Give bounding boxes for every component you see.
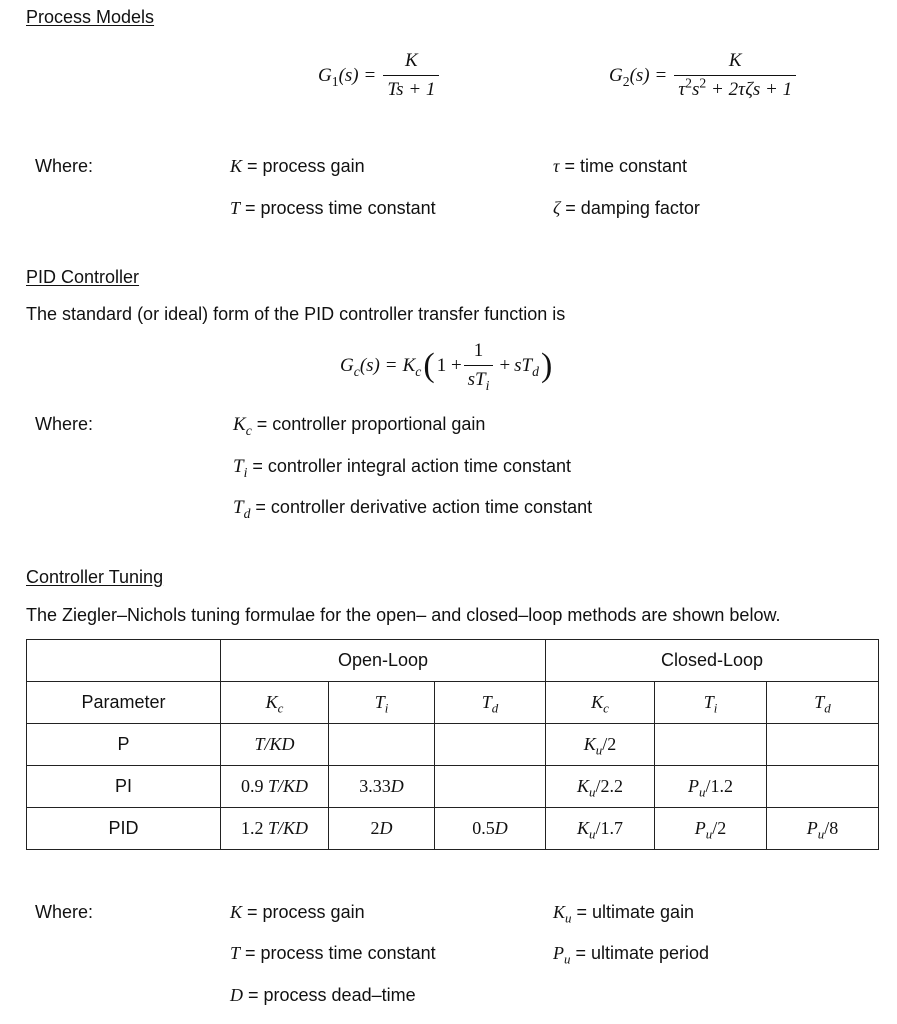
- pi-ol-td-cell: [435, 766, 546, 808]
- pid-equation: $G_c$ (s) = $K_c$ ( 1 + $\frac{1}{sT_i}$ + $sT_d$ ): [340, 340, 553, 393]
- p-cl-kc-cell: $K_u/2$: [546, 724, 655, 766]
- open-loop-header: Open-Loop: [221, 640, 546, 682]
- table-subheader-row: [27, 682, 879, 724]
- pid-controller-heading: PID Controller: [26, 267, 140, 287]
- cl-td-header: $T_d$: [767, 682, 879, 724]
- param-cell-pi: PI: [27, 766, 221, 808]
- pi-ol-kc-cell: 0.9 T/KD: [221, 766, 329, 808]
- def-t: T = process time constant: [230, 198, 436, 218]
- ol-td-header: $T_d$: [435, 682, 546, 724]
- table-row: [27, 808, 879, 850]
- pid-ol-td-cell: 0.5D: [435, 808, 546, 850]
- def-ti: $T_i$ = controller integral action time constant: [233, 456, 572, 480]
- g1-equation: $G_1$ (s) = $\frac{K}{Ts + 1}$: [318, 50, 441, 101]
- table-group-header-row: [27, 640, 879, 682]
- table-row: [27, 724, 879, 766]
- where-label-pid: Where:: [35, 414, 94, 434]
- def-d: D = process dead–time: [230, 985, 416, 1005]
- pi-cl-kc-cell: $K_u/2.2$: [546, 766, 655, 808]
- where-label-tuning: Where:: [35, 902, 94, 922]
- p-ol-kc-cell: T/KD: [221, 724, 329, 766]
- p-ol-td-cell: [435, 724, 546, 766]
- pid-ol-kc-cell: 1.2 T/KD: [221, 808, 329, 850]
- def-zeta: ζ = damping factor: [553, 198, 700, 218]
- p-cl-td-cell: [767, 724, 879, 766]
- param-cell-p: P: [27, 724, 221, 766]
- pid-ol-ti-cell: 2D: [329, 808, 435, 850]
- table-corner-cell: [27, 640, 221, 682]
- table-row: [27, 766, 879, 808]
- def-tau: τ = time constant: [553, 156, 688, 176]
- tuning-intro: The Ziegler–Nichols tuning formulae for the open– and closed–loop methods are shown below.: [26, 605, 781, 625]
- closed-loop-header: Closed-Loop: [546, 640, 879, 682]
- pid-cl-ti-cell: $P_u/2$: [655, 808, 767, 850]
- process-models-heading: Process Models: [26, 7, 155, 27]
- pid-cl-td-cell: $P_u/8$: [767, 808, 879, 850]
- p-cl-ti-cell: [655, 724, 767, 766]
- pid-intro: The standard (or ideal) form of the PID controller transfer function is: [26, 304, 566, 324]
- parameter-header: Parameter: [27, 682, 221, 724]
- controller-tuning-heading: Controller Tuning: [26, 567, 164, 587]
- pi-cl-td-cell: [767, 766, 879, 808]
- def-k: K = process gain: [230, 156, 365, 176]
- g2-equation: $G_2$ (s) = $\frac{K}{\tau^2s^2 + 2\tau\zeta s + 1}$: [609, 50, 798, 101]
- ziegler-nichols-table: [26, 639, 879, 850]
- pid-cl-kc-cell: $K_u/1.7$: [546, 808, 655, 850]
- def-ku: $K_u$ = ultimate gain: [553, 902, 695, 926]
- pi-cl-ti-cell: $P_u/1.2$: [655, 766, 767, 808]
- def-t-tuning: T = process time constant: [230, 943, 436, 963]
- ol-ti-header: $T_i$: [329, 682, 435, 724]
- cl-kc-header: $K_c$: [546, 682, 655, 724]
- param-cell-pid: PID: [27, 808, 221, 850]
- def-pu: $P_u$ = ultimate period: [553, 943, 710, 967]
- pi-ol-ti-cell: 3.33D: [329, 766, 435, 808]
- ol-kc-header: $K_c$: [221, 682, 329, 724]
- where-label-models: Where:: [35, 156, 94, 176]
- cl-ti-header: $T_i$: [655, 682, 767, 724]
- p-ol-ti-cell: [329, 724, 435, 766]
- def-k-tuning: K = process gain: [230, 902, 365, 922]
- def-kc: $K_c$ = controller proportional gain: [233, 414, 486, 438]
- def-td: $T_d$ = controller derivative action time constant: [233, 497, 593, 521]
